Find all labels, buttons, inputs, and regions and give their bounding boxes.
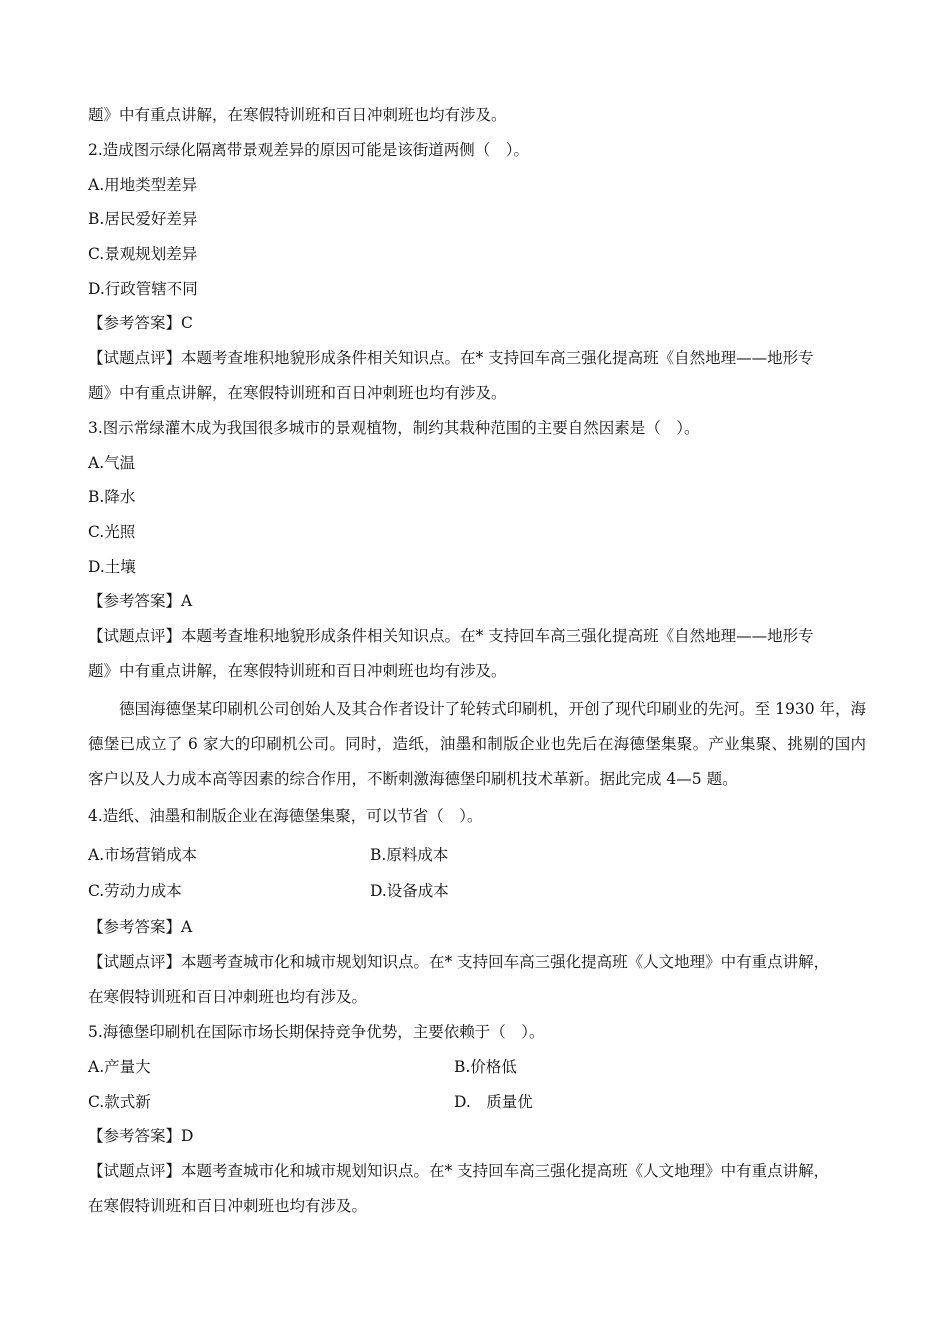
q3-option-a: A.气温: [88, 454, 136, 472]
q3-option-b: B.降水: [88, 488, 136, 506]
q5-option-a: A.产量大: [88, 1058, 151, 1076]
q2-option-a: A.用地类型差异: [88, 176, 198, 194]
q4-option-d: D.设备成本: [370, 882, 449, 900]
q4-comment-line1: 【试题点评】本题考查城市化和城市规划知识点。在* 支持回车高三强化提高班《人文地理》中有重点讲解，: [88, 953, 830, 971]
question-2: 2.造成图示绿化隔离带景观差异的原因可能是该街道两侧（ ）。: [88, 141, 530, 159]
q4-option-a: A.市场营销成本: [88, 846, 198, 864]
q5-comment-line1: 【试题点评】本题考查城市化和城市规划知识点。在* 支持回车高三强化提高班《人文地理》中有重点讲解，: [88, 1162, 830, 1180]
q2-option-b: B.居民爱好差异: [88, 210, 198, 228]
q4-option-b: B.原料成本: [370, 846, 449, 864]
q5-option-c: C.款式新: [88, 1093, 151, 1111]
q3-option-c: C.光照: [88, 523, 136, 541]
q5-option-b: B.价格低: [454, 1058, 517, 1076]
q2-comment-line2: 题》中有重点讲解，在寒假特训班和百日冲刺班也均有涉及。: [88, 384, 507, 402]
q4-answer: 【参考答案】A: [88, 918, 193, 936]
question-5: 5.海德堡印刷机在国际市场长期保持竞争优势，主要依赖于（ ）。: [88, 1023, 545, 1041]
q4-option-c: C.劳动力成本: [88, 882, 182, 900]
q2-answer: 【参考答案】C: [88, 314, 193, 332]
q4-comment-line2: 在寒假特训班和百日冲刺班也均有涉及。: [88, 988, 368, 1006]
question-3: 3.图示常绿灌木成为我国很多城市的景观植物，制约其栽种范围的主要自然因素是（ ）。: [88, 419, 700, 437]
q3-comment-line1: 【试题点评】本题考查堆积地貌形成条件相关知识点。在* 支持回车高三强化提高班《自然地理——地形专: [88, 627, 814, 645]
q3-answer: 【参考答案】A: [88, 592, 193, 610]
question-4: 4.造纸、油墨和制版企业在海德堡集聚，可以节省（ ）。: [88, 807, 483, 825]
q2-comment-line1: 【试题点评】本题考查堆积地貌形成条件相关知识点。在* 支持回车高三强化提高班《自然地理——地形专: [88, 349, 814, 367]
reading-passage: 德国海德堡某印刷机公司创始人及其合作者设计了轮转式印刷机，开创了现代印刷业的先河。至 1930 年，海德堡已成立了 6 家大的印刷机公司。同时，造纸，油墨和制版企业也先后在海德堡集聚。产业集聚、挑剔的国内客户以及人力成本高等因素的综合作用，不断刺激海德堡印刷机技术革新。据此完成 4—5 题。: [88, 700, 866, 788]
q2-option-d: D.行政管辖不同: [88, 280, 198, 298]
q3-comment-line2: 题》中有重点讲解，在寒假特训班和百日冲刺班也均有涉及。: [88, 662, 507, 680]
comment-continuation: 题》中有重点讲解，在寒假特训班和百日冲刺班也均有涉及。: [88, 106, 507, 124]
q5-comment-line2: 在寒假特训班和百日冲刺班也均有涉及。: [88, 1197, 368, 1215]
q5-answer: 【参考答案】D: [88, 1127, 194, 1145]
q2-option-c: C.景观规划差异: [88, 245, 198, 263]
q3-option-d: D.土壤: [88, 558, 136, 576]
q5-option-d: D. 质量优: [454, 1093, 533, 1111]
